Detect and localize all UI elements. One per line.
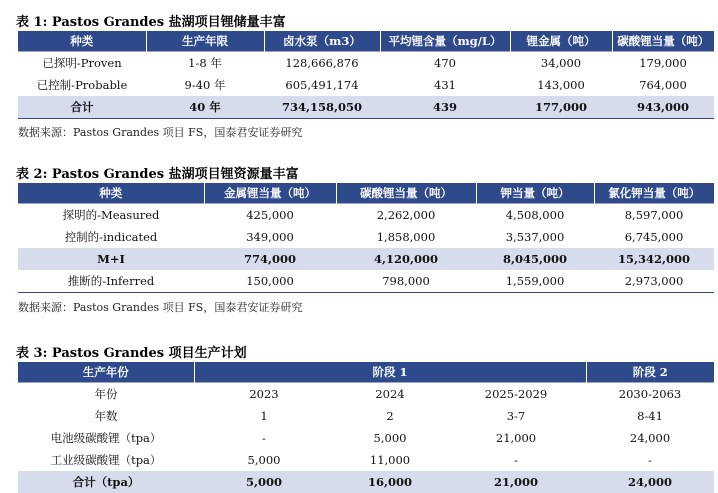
table-cell: 764,000 (639, 78, 687, 92)
table-cell: 349,000 (246, 230, 294, 244)
header-cell: 卤水泵（m3） (264, 31, 380, 52)
table1-caption: 表 1: Pastos Grandes 盐湖项目锂储量丰富 (16, 15, 286, 30)
table-cell: 2023 (194, 383, 334, 406)
table-cell: - (262, 431, 266, 445)
table-cell: 798,000 (382, 274, 430, 288)
table-cell: 年份 (18, 383, 194, 406)
header-cell: 氯化钾当量（吨） (594, 183, 714, 204)
table-cell: - (648, 453, 652, 467)
table-header-row (18, 183, 714, 204)
table-cell: 605,491,174 (285, 78, 359, 92)
table3-caption: 表 3: Pastos Grandes 项目生产计划 (16, 346, 247, 361)
table-cell: 143,000 (537, 78, 585, 92)
table-row (18, 52, 714, 75)
header-cell: 阶段 1 (194, 362, 586, 383)
table-total-row (18, 96, 714, 119)
table-cell: 推断的-Inferred (67, 274, 155, 288)
table-cell: 431 (434, 78, 456, 92)
header-cell: 生产年份 (18, 362, 194, 383)
table-cell: 4,508,000 (476, 204, 594, 227)
table-cell: 11,000 (369, 453, 411, 467)
table-cell: 5,000 (247, 453, 281, 467)
header-cell: 种类 (18, 31, 146, 52)
table-cell: 439 (380, 96, 510, 119)
table-cell: 9-40 年 (184, 78, 226, 92)
table-cell: 34,000 (510, 52, 612, 75)
table-cell: 2025-2029 (446, 383, 586, 406)
table-row (18, 405, 714, 427)
table-cell: 2,973,000 (624, 274, 684, 288)
table-cell: 24,000 (629, 431, 671, 445)
table-cell: 1 (260, 409, 268, 423)
table-cell: 3-7 (506, 409, 526, 423)
table-cell: 控制的-indicated (64, 230, 158, 244)
table1-source: 数据来源：Pastos Grandes 项目 FS，国泰君安证券研究 (18, 126, 303, 139)
table-total-row (18, 471, 714, 493)
table-cell: 5,000 (373, 431, 407, 445)
table2-caption: 表 2: Pastos Grandes 盐湖项目锂资源量丰富 (16, 167, 299, 182)
table-cell: 734,158,050 (264, 96, 380, 119)
table-cell: 合计（tpa） (18, 471, 194, 493)
header-cell: 钾当量（吨） (476, 183, 594, 204)
table-row (18, 204, 714, 227)
table-cell: 8,045,000 (476, 248, 594, 270)
table-cell: 24,000 (586, 471, 714, 493)
table-cell: 合计 (18, 96, 146, 119)
table-cell: 128,666,876 (264, 52, 380, 75)
table-cell: 已探明-Proven (18, 52, 146, 75)
table-header-row (18, 31, 714, 52)
table-row (18, 226, 714, 248)
table-cell: 16,000 (334, 471, 446, 493)
table-cell: 电池级碳酸锂（tpa） (50, 431, 162, 445)
table-cell: 6,745,000 (624, 230, 684, 244)
table-cell: 年数 (94, 409, 118, 423)
table-cell: 21,000 (495, 431, 537, 445)
table-total-row (18, 248, 714, 270)
table-cell: 943,000 (612, 96, 714, 119)
table-row (18, 449, 714, 471)
table-cell: 40 年 (146, 96, 264, 119)
table-cell: 1-8 年 (146, 52, 264, 75)
table-cell: M+I (18, 248, 204, 270)
table-cell: 21,000 (446, 471, 586, 493)
table-header-row (18, 362, 714, 383)
resources-table (18, 183, 714, 293)
table-cell: 774,000 (204, 248, 336, 270)
table-cell: 1,858,000 (376, 230, 436, 244)
production-plan-table (18, 362, 714, 493)
header-cell: 阶段 2 (586, 362, 714, 383)
reserves-table (18, 31, 714, 119)
table-cell: 8-41 (637, 409, 663, 423)
table-cell: 150,000 (246, 274, 294, 288)
table-cell: 2,262,000 (336, 204, 476, 227)
header-cell: 种类 (18, 183, 204, 204)
table-cell: 2030-2063 (586, 383, 714, 406)
table-cell: - (514, 453, 518, 467)
table-cell: 425,000 (204, 204, 336, 227)
header-cell: 碳酸锂当量（吨） (612, 31, 714, 52)
table-cell: 已控制-Probable (36, 78, 128, 92)
table-row (18, 74, 714, 96)
table-cell: 4,120,000 (336, 248, 476, 270)
table-cell: 工业级碳酸锂（tpa） (50, 453, 162, 467)
table-cell: 2 (386, 409, 394, 423)
table-cell: 8,597,000 (594, 204, 714, 227)
header-cell: 锂金属（吨） (510, 31, 612, 52)
table2-source: 数据来源：Pastos Grandes 项目 FS，国泰君安证券研究 (18, 301, 303, 314)
table-row (18, 383, 714, 406)
table-cell: 3,537,000 (505, 230, 565, 244)
table-cell: 探明的-Measured (18, 204, 204, 227)
table-cell: 15,342,000 (594, 248, 714, 270)
table-cell: 1,559,000 (505, 274, 565, 288)
table-cell: 470 (380, 52, 510, 75)
header-cell: 生产年限 (146, 31, 264, 52)
table-cell: 177,000 (510, 96, 612, 119)
header-cell: 碳酸锂当量（吨） (336, 183, 476, 204)
table-cell: 179,000 (612, 52, 714, 75)
table-cell: 2024 (334, 383, 446, 406)
header-cell: 平均锂含量（mg/L） (380, 31, 510, 52)
header-cell: 金属锂当量（吨） (204, 183, 336, 204)
table-row (18, 427, 714, 449)
table-cell: 5,000 (194, 471, 334, 493)
table-row (18, 270, 714, 293)
